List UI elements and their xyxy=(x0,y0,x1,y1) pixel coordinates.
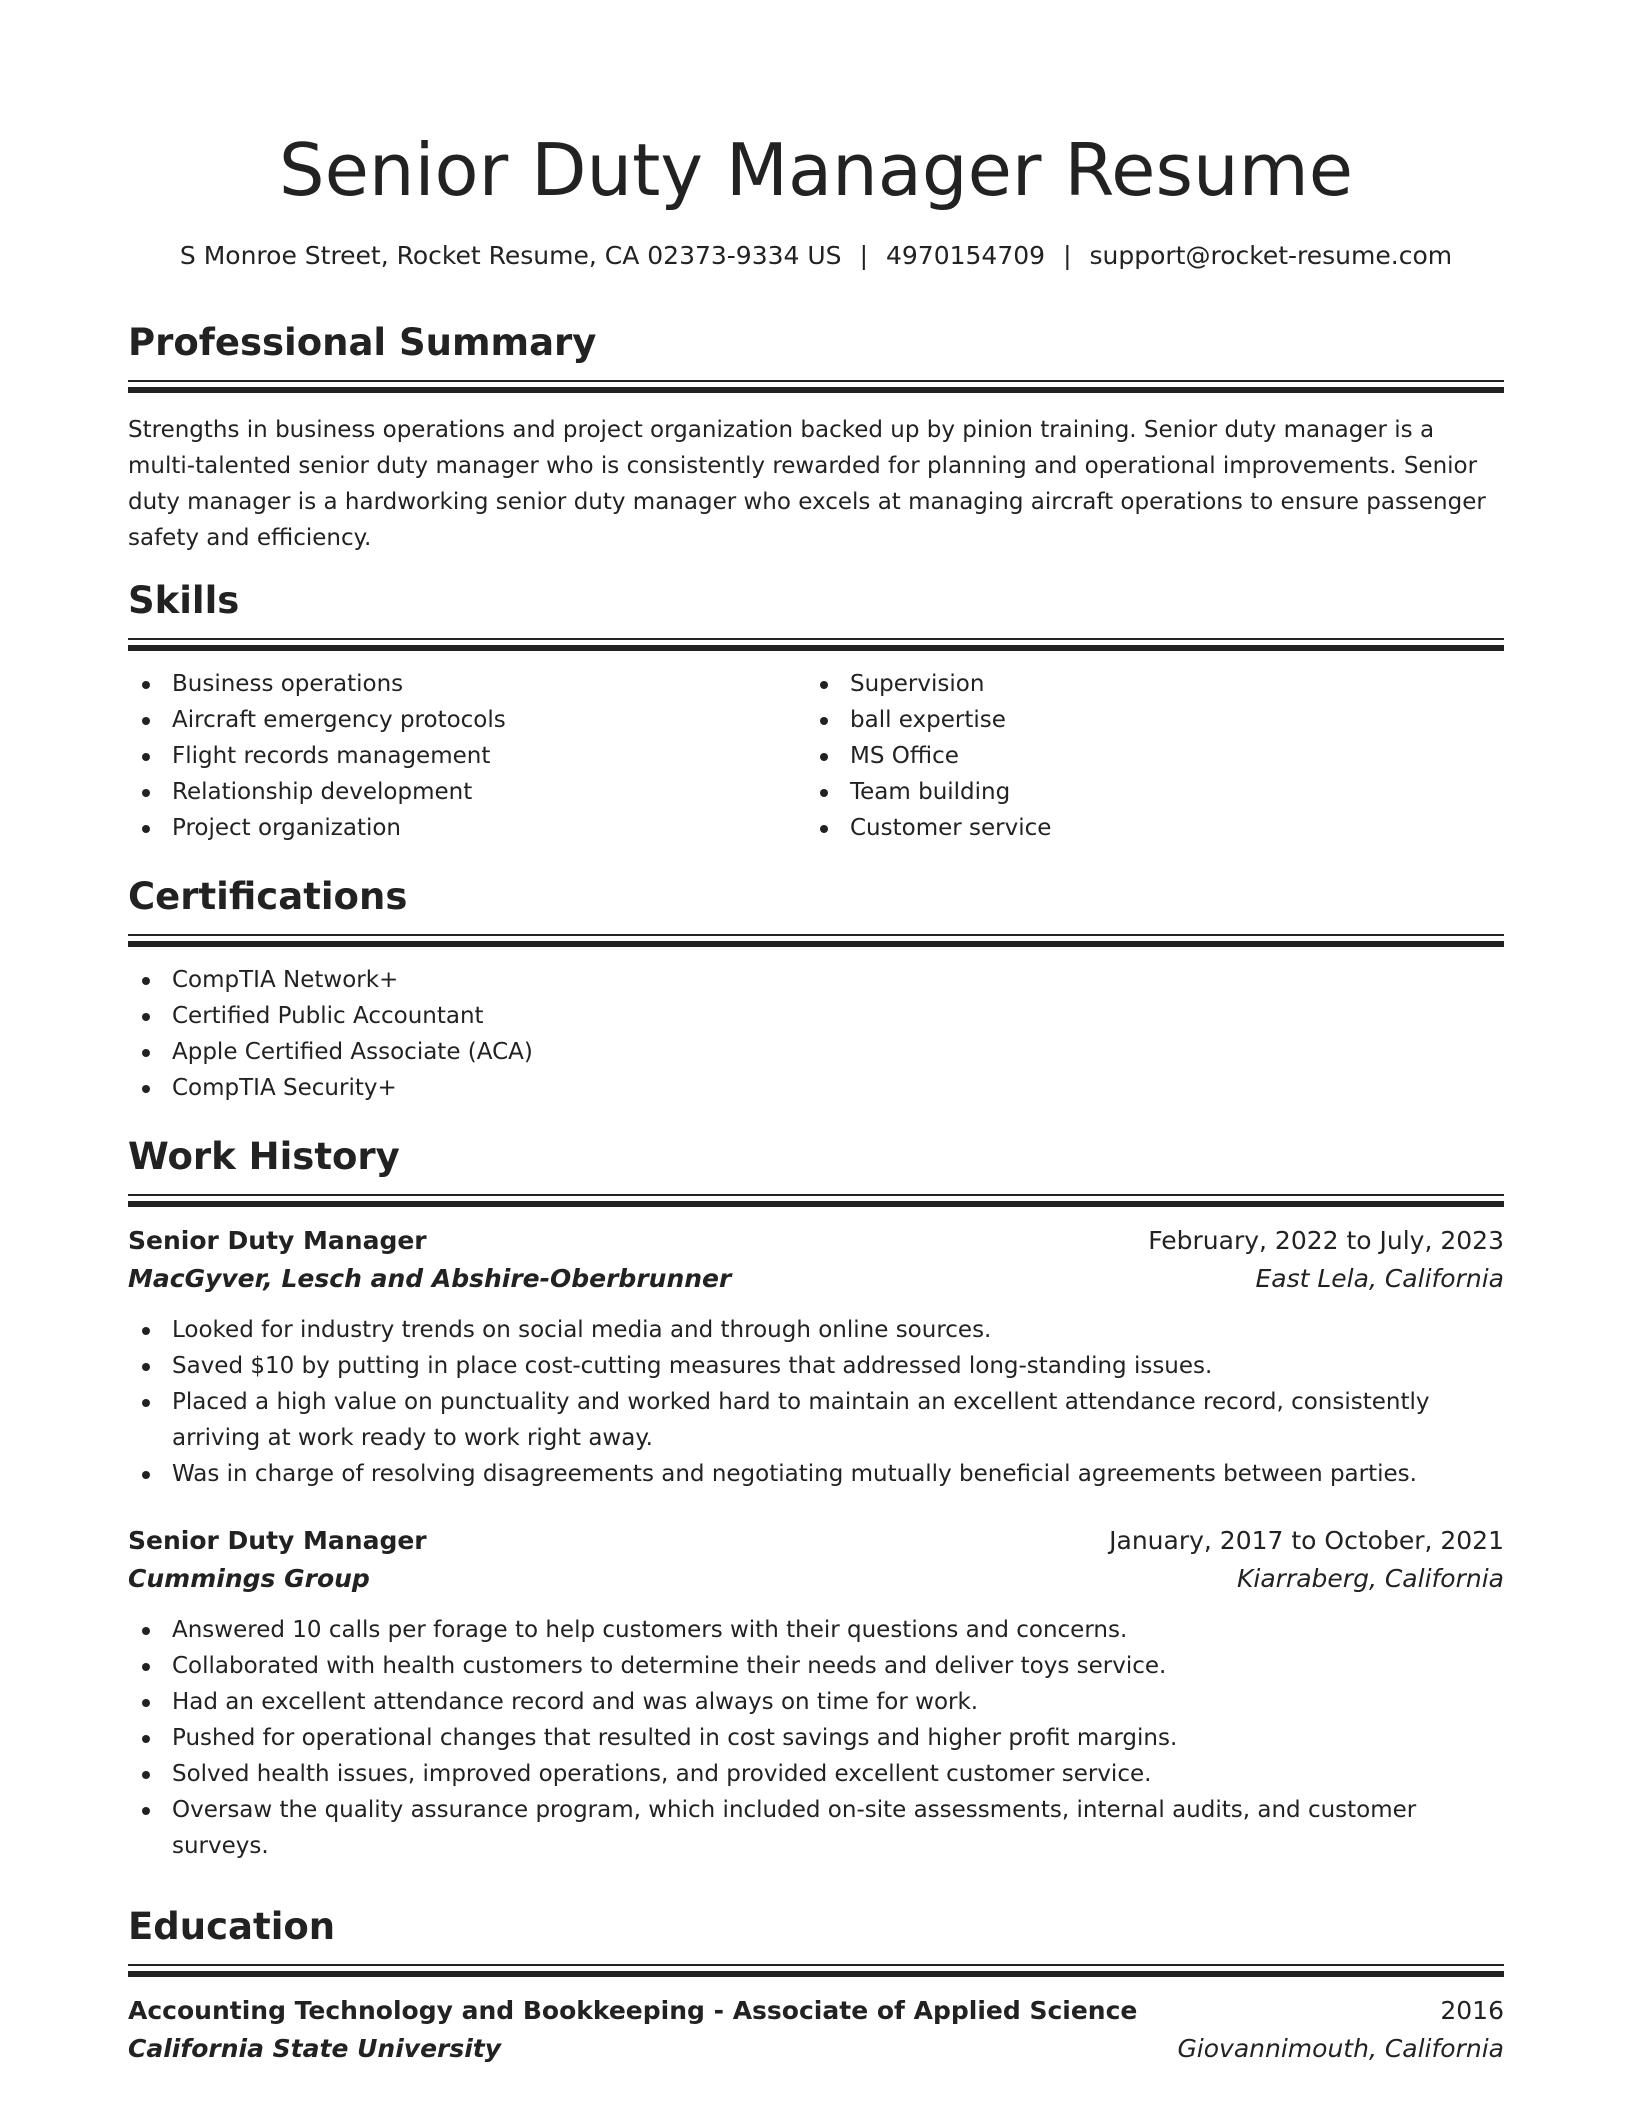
summary-text: Strengths in business operations and project organization backed up by pinion training. Senior duty manager is a multi-talented senior duty manager who is consistently rewarded for planning and operational improvements. Senior duty manager is a hardworking senior duty manager who excels at managing aircraft operations to ensure passenger safety and efficiency. xyxy=(128,417,1486,551)
job-company: MacGyver, Lesch and Abshire-Oberbrunner xyxy=(128,1264,732,1293)
skills-columns xyxy=(128,666,1504,846)
certification-item: Apple Certified Associate (ACA) xyxy=(128,1034,1504,1070)
contact-phone: 4970154709 xyxy=(886,241,1046,270)
job-bullet: Solved health issues, improved operations, and provided excellent customer service. xyxy=(128,1756,1504,1792)
contact-separator: | xyxy=(859,241,868,270)
skill-item: Flight records management xyxy=(128,738,806,774)
job-dates: February, 2022 to July, 2023 xyxy=(1148,1226,1504,1255)
education-section xyxy=(128,1902,1504,2068)
section-title-work-history: Work History xyxy=(128,1135,400,1178)
contact-line xyxy=(128,238,1504,274)
section-divider xyxy=(128,1964,1504,1978)
skill-item: ball expertise xyxy=(806,702,1484,738)
certification-item: CompTIA Security+ xyxy=(128,1070,1504,1106)
section-title-certifications: Certifications xyxy=(128,875,408,918)
job-bullet: Oversaw the quality assurance program, which included on-site assessments, internal audits, and customer surveys. xyxy=(128,1792,1504,1864)
education-year: 2016 xyxy=(1440,1996,1504,2025)
job-bullet: Had an excellent attendance record and was always on time for work. xyxy=(128,1684,1504,1720)
job-title: Senior Duty Manager xyxy=(128,1226,427,1255)
skills-column-right xyxy=(806,666,1484,846)
job-dates: January, 2017 to October, 2021 xyxy=(1109,1526,1504,1555)
job-bullet: Was in charge of resolving disagreements and negotiating mutually beneficial agreements between parties. xyxy=(128,1456,1504,1492)
section-title-summary: Professional Summary xyxy=(128,321,597,364)
job-entry xyxy=(128,1522,1504,1864)
section-divider xyxy=(128,1194,1504,1208)
job-title: Senior Duty Manager xyxy=(128,1526,427,1555)
summary-section xyxy=(128,318,1504,556)
section-divider xyxy=(128,934,1504,948)
job-bullet: Placed a high value on punctuality and worked hard to maintain an excellent attendance record, consistently arriving at work ready to work right away. xyxy=(128,1384,1504,1456)
skill-item: Relationship development xyxy=(128,774,806,810)
work-history-section xyxy=(128,1132,1504,1864)
skill-item: Customer service xyxy=(806,810,1484,846)
skill-item: Supervision xyxy=(806,666,1484,702)
skill-item: MS Office xyxy=(806,738,1484,774)
certification-item: CompTIA Network+ xyxy=(128,962,1504,998)
skill-item: Project organization xyxy=(128,810,806,846)
resume-title: Senior Duty Manager Resume xyxy=(278,128,1354,212)
certifications-section xyxy=(128,872,1504,1106)
skill-item: Team building xyxy=(806,774,1484,810)
education-degree: Accounting Technology and Bookkeeping - Associate of Applied Science xyxy=(128,1996,1138,2025)
contact-separator: | xyxy=(1063,241,1072,270)
skill-item: Aircraft emergency protocols xyxy=(128,702,806,738)
job-bullet: Saved $10 by putting in place cost-cutting measures that addressed long-standing issues. xyxy=(128,1348,1504,1384)
section-title-education: Education xyxy=(128,1905,336,1948)
skills-column-left xyxy=(128,666,806,846)
job-bullet: Pushed for operational changes that resulted in cost savings and higher profit margins. xyxy=(128,1720,1504,1756)
contact-address: S Monroe Street, Rocket Resume, CA 02373-9334 US xyxy=(179,241,842,270)
job-bullet: Looked for industry trends on social media and through online sources. xyxy=(128,1312,1504,1348)
skills-section xyxy=(128,576,1504,846)
job-entry xyxy=(128,1222,1504,1492)
education-entry xyxy=(128,1992,1504,2068)
job-location: East Lela, California xyxy=(1255,1264,1504,1293)
skill-item: Business operations xyxy=(128,666,806,702)
contact-email[interactable]: support@rocket-resume.com xyxy=(1089,241,1453,270)
section-divider xyxy=(128,380,1504,394)
section-title-skills: Skills xyxy=(128,579,240,622)
education-location: Giovannimouth, California xyxy=(1177,2034,1504,2063)
job-bullet: Collaborated with health customers to determine their needs and deliver toys service. xyxy=(128,1648,1504,1684)
job-bullet: Answered 10 calls per forage to help customers with their questions and concerns. xyxy=(128,1612,1504,1648)
education-school: California State University xyxy=(128,2034,502,2063)
certification-item: Certified Public Accountant xyxy=(128,998,1504,1034)
job-company: Cummings Group xyxy=(128,1564,370,1593)
section-divider xyxy=(128,638,1504,652)
job-location: Kiarraberg, California xyxy=(1237,1564,1504,1593)
